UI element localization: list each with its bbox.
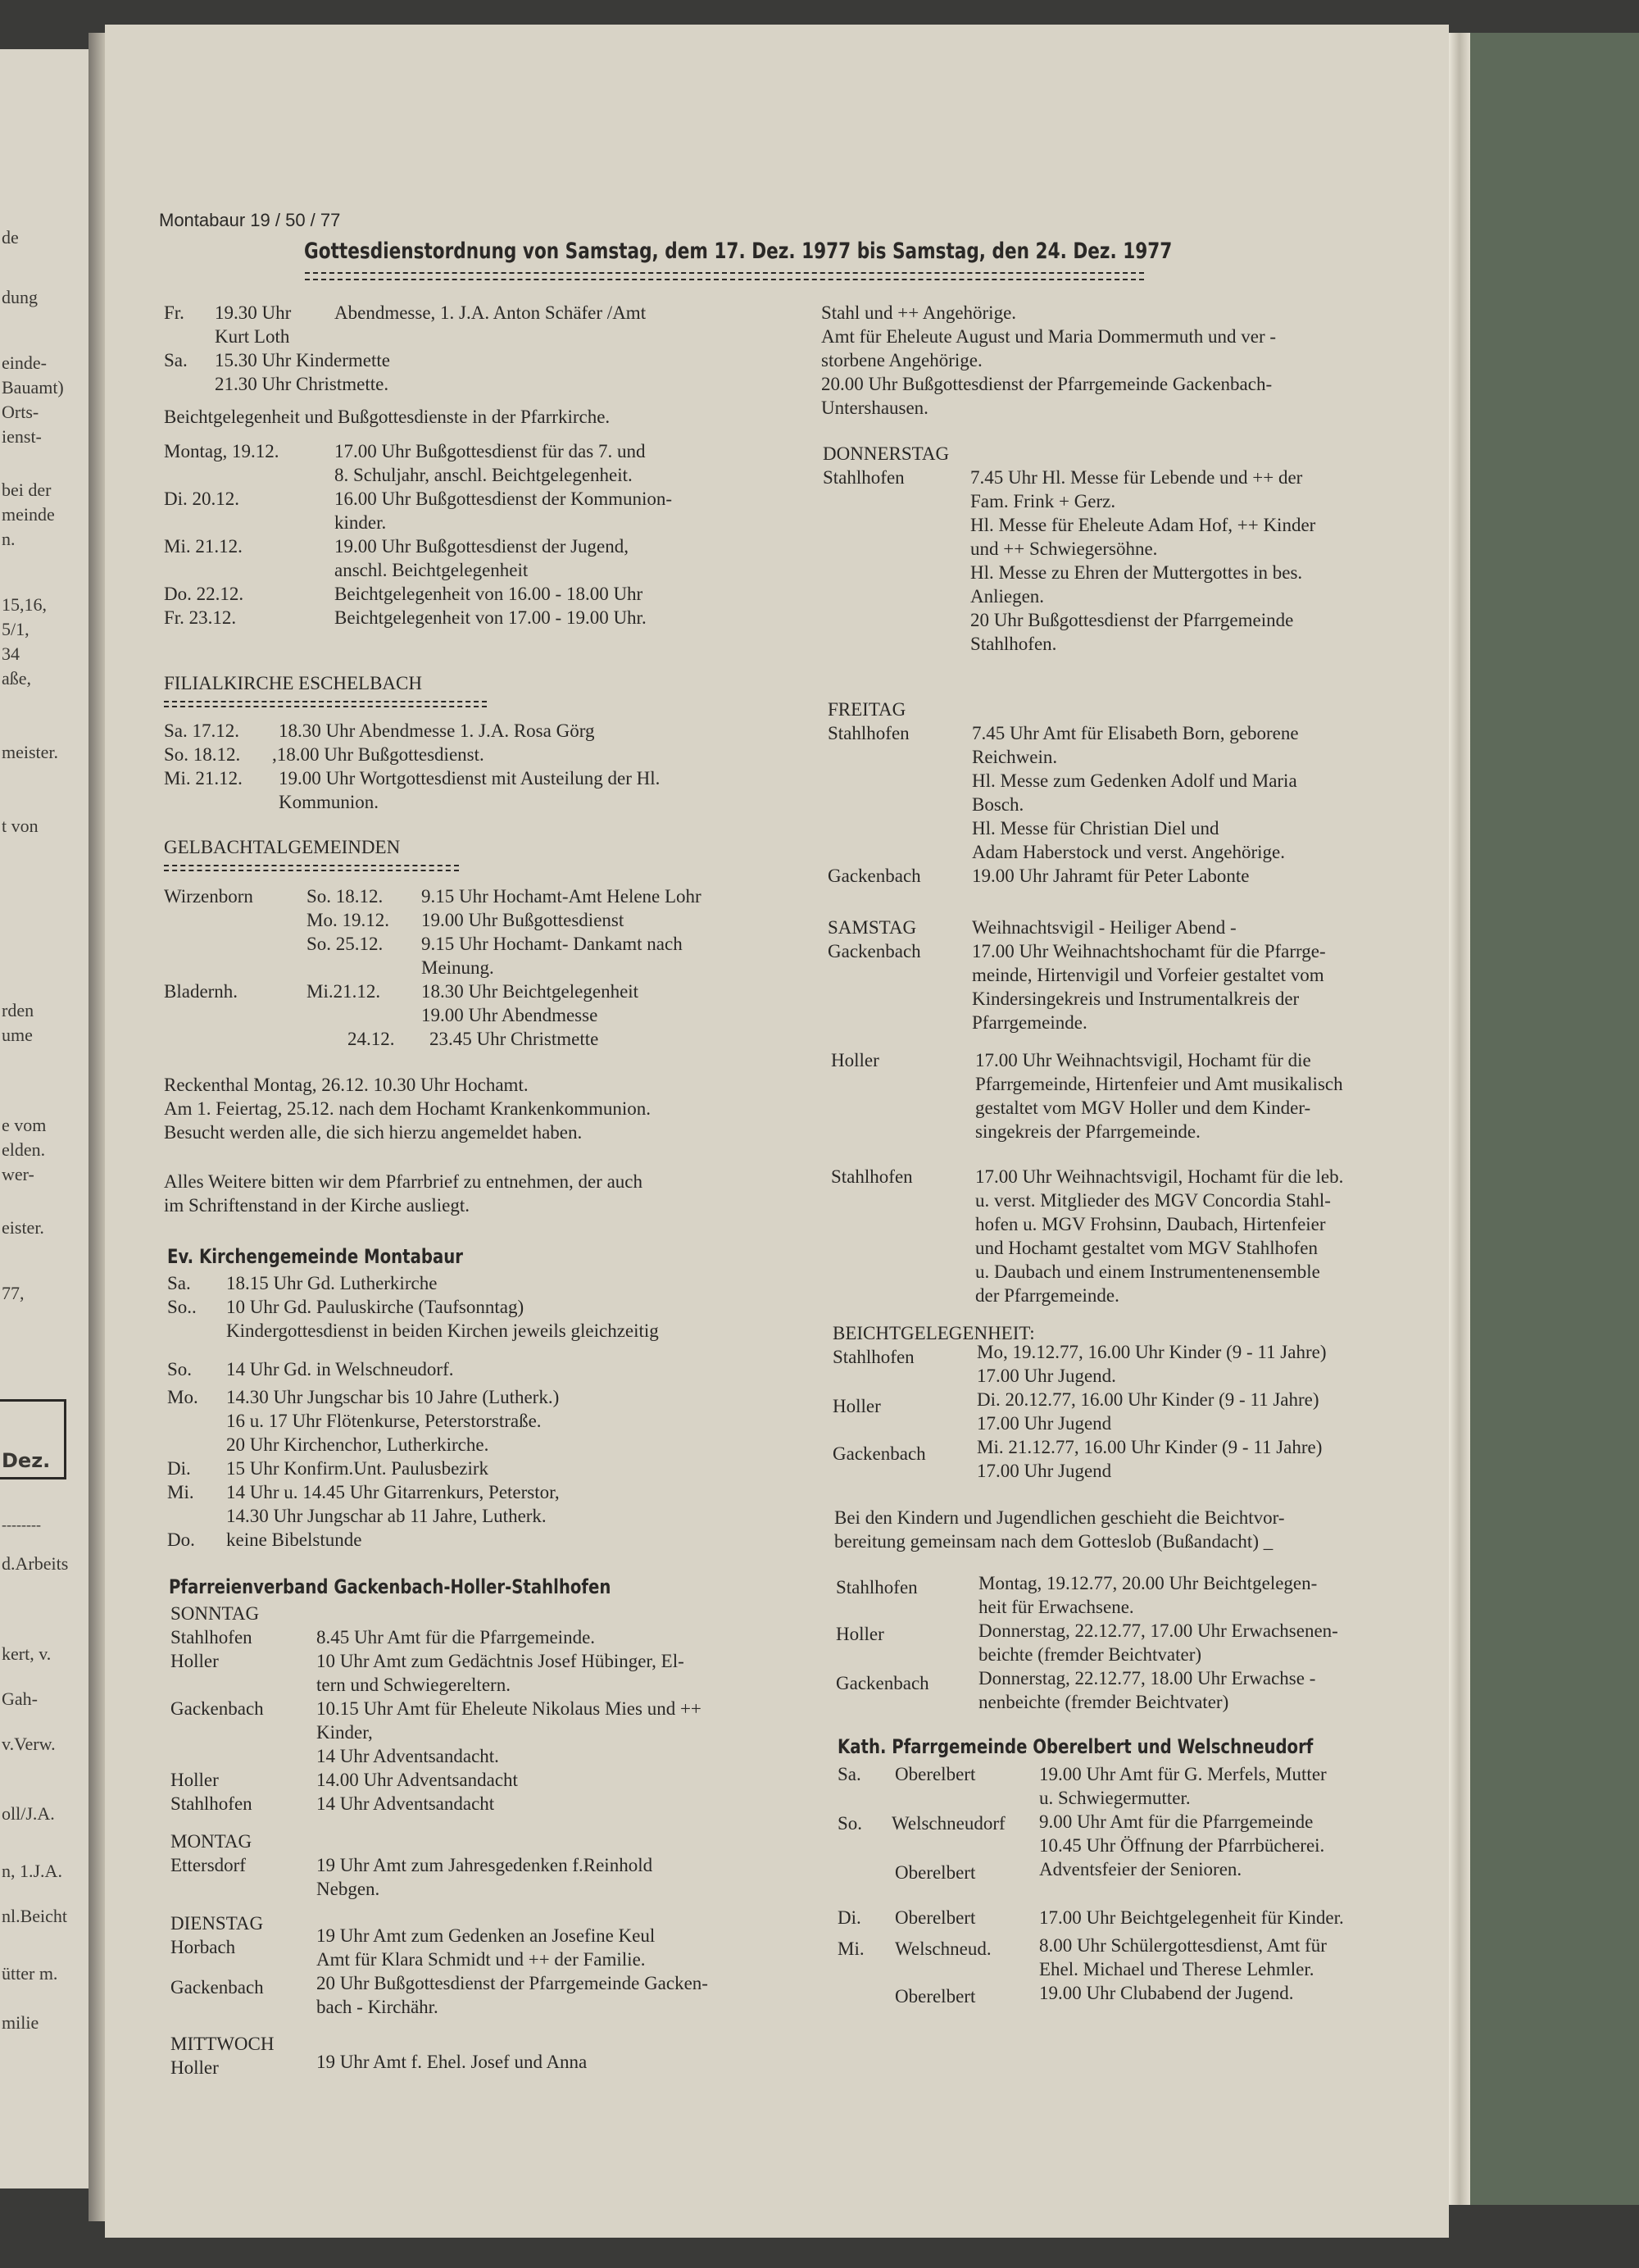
place-label: Stahlhofen (833, 1347, 915, 1367)
entry-text: bach - Kirchähr. (316, 1997, 438, 2017)
entry-text: 21.30 Uhr Christmette. (215, 374, 389, 394)
left-fragment: meinde (2, 504, 55, 525)
place-label: Oberelbert (895, 1986, 976, 2007)
day-label: Sa. (167, 1273, 191, 1293)
entry-text: 17.00 Uhr Jugend (977, 1413, 1112, 1434)
left-fragment: rden (2, 1000, 34, 1020)
place-label: Holler (833, 1396, 881, 1416)
left-fragment: Dez. (2, 1449, 51, 1472)
note-text: Bei den Kindern und Jugendlichen geschieht die Beichtvor- (834, 1507, 1285, 1528)
day-label: Mi. (838, 1938, 865, 1959)
book-gutter (89, 33, 107, 2221)
day-label: 24.12. (347, 1029, 395, 1049)
place-label: Gackenbach (170, 1698, 264, 1719)
entry-text: Kommunion. (279, 792, 379, 812)
entry-text: Stahlhofen. (970, 634, 1057, 654)
entry-text: Hl. Messe für Christian Diel und (972, 818, 1219, 839)
entry-text: 17.00 Uhr Weihnachtsvigil, Hochamt für die (975, 1050, 1311, 1070)
place-label: Holler (170, 1770, 219, 1790)
entry-text: keine Bibelstunde (226, 1529, 362, 1550)
time: 19.30 Uhr (215, 302, 292, 323)
place-label: Gackenbach (828, 941, 921, 961)
entry-text: 19.00 Uhr Bußgottesdienst (421, 910, 624, 930)
entry-text: Adam Haberstock und verst. Angehörige. (972, 842, 1285, 862)
left-fragment: milie (2, 2012, 39, 2033)
entry-text: 10.45 Uhr Öffnung der Pfarrbücherei. (1039, 1835, 1325, 1856)
place-label: Stahlhofen (831, 1166, 913, 1187)
entry-text: der Pfarrgemeinde. (975, 1285, 1119, 1306)
section-heading: FILIALKIRCHE ESCHELBACH (164, 673, 422, 693)
entry-text: ,18.00 Uhr Bußgottesdienst. (272, 744, 484, 765)
day-heading: MONTAG (170, 1831, 252, 1852)
heading-underline (164, 865, 459, 866)
entry-text: Bosch. (972, 794, 1024, 815)
left-fragment: 5/1, (2, 619, 30, 639)
place-label: Welschneudorf (892, 1813, 1006, 1834)
place-label: Holler (170, 1651, 219, 1671)
entry-text: 10 Uhr Gd. Pauluskirche (Taufsonntag) (226, 1297, 524, 1317)
heading-underline (164, 706, 487, 707)
section-heading: Pfarreienverband Gackenbach-Holler-Stahlhofen (169, 1575, 611, 1598)
entry-text: 17.00 Uhr Jugend. (977, 1366, 1116, 1386)
day-label: So. 18.12. (164, 744, 241, 765)
entry-text: Mi. 21.12.77, 16.00 Uhr Kinder (9 - 11 Jahre) (977, 1437, 1323, 1457)
entry-text: 20.00 Uhr Bußgottesdienst der Pfarrgemeinde Gackenbach- (821, 374, 1273, 394)
day-heading: SAMSTAG (828, 917, 917, 938)
left-fragment: v.Verw. (2, 1734, 56, 1754)
day-label: Mi. (167, 1482, 194, 1502)
entry-text: 7.45 Uhr Amt für Elisabeth Born, geborene (972, 723, 1299, 743)
entry-text: 9.15 Uhr Hochamt-Amt Helene Lohr (421, 886, 701, 907)
day-label: Di. (167, 1458, 191, 1479)
entry-text: 18.30 Uhr Beichtgelegenheit (421, 981, 639, 1002)
entry-text: Adventsfeier der Senioren. (1039, 1859, 1242, 1879)
entry-text: 14 Uhr Adventsandacht (316, 1793, 495, 1814)
day-label: Sa. (164, 350, 188, 370)
entry-text: anschl. Beichtgelegenheit (334, 560, 529, 580)
day-heading: FREITAG (828, 699, 906, 720)
left-fragment: e vom (2, 1115, 47, 1135)
document-page (105, 25, 1449, 2238)
entry-text: storbene Angehörige. (821, 350, 983, 370)
entry-text: und ++ Schwiegersöhne. (970, 539, 1158, 559)
day-label: So. 25.12. (306, 934, 384, 954)
entry-text: u. Schwiegermutter. (1039, 1788, 1191, 1808)
entry-text: Abendmesse, 1. J.A. Anton Schäfer /Amt (334, 302, 647, 323)
day-label: Mo. (167, 1387, 198, 1407)
entry-text: gestaltet vom MGV Holler und dem Kinder- (975, 1098, 1311, 1118)
entry-text: 10.15 Uhr Amt für Eheleute Nikolaus Mies und ++ (316, 1698, 701, 1719)
entry-text: Kindersingekreis und Instrumentalkreis der (972, 989, 1300, 1009)
day-label: Fr. (164, 302, 184, 323)
entry-text: Nebgen. (316, 1879, 380, 1899)
day-label: So. (838, 1813, 863, 1834)
left-fragment: elden. (2, 1139, 46, 1160)
left-fragment: meister. (2, 742, 59, 762)
note-text: Alles Weitere bitten wir dem Pfarrbrief zu entnehmen, der auch (164, 1171, 642, 1192)
place-label: Gackenbach (828, 866, 921, 886)
note-text: bereitung gemeinsam nach dem Gotteslob (Bußandacht) _ (834, 1531, 1274, 1552)
entry-text: 14 Uhr u. 14.45 Uhr Gitarrenkurs, Peterstor, (226, 1482, 560, 1502)
day-label: Di. (838, 1907, 861, 1928)
entry-text: 19 Uhr Amt f. Ehel. Josef und Anna (316, 2052, 588, 2072)
entry-text: 20 Uhr Bußgottesdienst der Pfarrgemeinde (970, 610, 1294, 630)
entry-text: Fam. Frink + Gerz. (970, 491, 1116, 511)
entry-text: meinde, Hirtenvigil und Vorfeier gestaltet vom (972, 965, 1324, 985)
day-heading: SONNTAG (170, 1603, 260, 1624)
left-fragment: n. (2, 529, 16, 549)
left-fragment: wer- (2, 1164, 34, 1184)
section-heading: Kath. Pfarrgemeinde Oberelbert und Welschneudorf (838, 1735, 1314, 1758)
section-intro: Beichtgelegenheit und Bußgottesdienste in der Pfarrkirche. (164, 407, 611, 427)
entry-text: 14 Uhr Gd. in Welschneudorf. (226, 1359, 454, 1379)
entry-text: Kinder, (316, 1722, 373, 1743)
place-label: Holler (836, 1624, 884, 1644)
entry-text: 9.00 Uhr Amt für die Pfarrgemeinde (1039, 1811, 1314, 1832)
day-label: Do. (167, 1529, 195, 1550)
entry-text: Amt für Klara Schmidt und ++ der Familie. (316, 1949, 646, 1970)
day-label: So. (167, 1359, 193, 1379)
entry-text: Ehel. Michael und Therese Lehmler. (1039, 1959, 1314, 1979)
left-fragment: ienst- (2, 426, 42, 447)
entry-text: Reckenthal Montag, 26.12. 10.30 Uhr Hochamt. (164, 1075, 529, 1095)
place-label: Stahlhofen (836, 1577, 918, 1598)
entry-text: 17.00 Uhr Jugend (977, 1461, 1112, 1481)
entry-text: Donnerstag, 22.12.77, 18.00 Uhr Erwachse - (978, 1668, 1316, 1689)
left-fragment: aße, (2, 668, 32, 689)
entry-text: 19.00 Uhr Wortgottesdienst mit Austeilung der Hl. (279, 768, 661, 789)
entry-text: 14.30 Uhr Jungschar bis 10 Jahre (Lutherk.) (226, 1387, 560, 1407)
day-label: Mo. 19.12. (306, 910, 389, 930)
day-label: Fr. 23.12. (164, 607, 237, 628)
entry-text: 20 Uhr Kirchenchor, Lutherkirche. (226, 1434, 489, 1455)
entry-text: Donnerstag, 22.12.77, 17.00 Uhr Erwachsenen- (978, 1620, 1338, 1641)
entry-text: Untershausen. (821, 398, 928, 418)
day-label: Do. 22.12. (164, 584, 244, 604)
left-fragment: ume (2, 1025, 33, 1045)
entry-text: heit für Erwachsene. (978, 1597, 1134, 1617)
day-heading: DONNERSTAG (823, 443, 950, 464)
entry-text: Reichwein. (972, 747, 1058, 767)
left-fragment: 34 (2, 643, 20, 664)
entry-text: Weihnachtsvigil - Heiliger Abend - (972, 917, 1237, 938)
entry-text: 16 u. 17 Uhr Flötenkurse, Peterstorstraße. (226, 1411, 542, 1431)
left-fragment: Gah- (2, 1689, 38, 1709)
entry-text: Hl. Messe zum Gedenken Adolf und Maria (972, 770, 1297, 791)
entry-text: 20 Uhr Bußgottesdienst der Pfarrgemeinde Gacken- (316, 1973, 708, 1993)
entry-text: Kurt Loth (215, 326, 290, 347)
day-heading: MITTWOCH (170, 2034, 275, 2054)
entry-text: nenbeichte (fremder Beichtvater) (978, 1692, 1229, 1712)
entry-text: u. verst. Mitglieder des MGV Concordia Stahl- (975, 1190, 1331, 1211)
entry-text: Hl. Messe für Eheleute Adam Hof, ++ Kinder (970, 515, 1316, 535)
place-label: Ettersdorf (170, 1855, 246, 1875)
place-label: Gackenbach (833, 1443, 926, 1464)
entry-text: tern und Schwiegereltern. (316, 1675, 511, 1695)
previous-page-edge (0, 49, 91, 2188)
section-heading: BEICHTGELEGENHEIT: (833, 1323, 1035, 1343)
entry-text: 18.15 Uhr Gd. Lutherkirche (226, 1273, 438, 1293)
place-label: Gackenbach (836, 1673, 929, 1693)
left-fragment: bei der (2, 480, 52, 500)
place-label: Holler (170, 2057, 219, 2078)
entry-text: Pfarrgemeinde, Hirtenfeier und Amt musikalisch (975, 1074, 1343, 1094)
day-label: Mi. 21.12. (164, 768, 243, 789)
place-label: Gackenbach (170, 1977, 264, 1998)
left-fragment: oll/J.A. (2, 1803, 55, 1824)
left-fragment: einde- (2, 352, 47, 373)
day-label: So.. (167, 1297, 197, 1317)
place-label: Stahlhofen (823, 467, 905, 488)
day-label: Mi. 21.12. (164, 536, 243, 557)
place-label: Wirzenborn (164, 886, 253, 907)
entry-text: 14.30 Uhr Jungschar ab 11 Jahre, Lutherk. (226, 1506, 547, 1526)
place-label: Stahlhofen (828, 723, 910, 743)
entry-text: 17.00 Uhr Bußgottesdienst für das 7. und (334, 441, 646, 461)
entry-text: singekreis der Pfarrgemeinde. (975, 1121, 1201, 1142)
entry-text: 23.45 Uhr Christmette (429, 1029, 599, 1049)
day-label: Mi.21.12. (306, 981, 381, 1002)
day-label: So. 18.12. (306, 886, 384, 907)
place-label: Oberelbert (895, 1907, 976, 1928)
day-label: Di. 20.12. (164, 489, 239, 509)
entry-text: Mo, 19.12.77, 16.00 Uhr Kinder (9 - 11 Jahre) (977, 1342, 1327, 1362)
left-fragment: Orts- (2, 402, 39, 422)
heading-underline (164, 701, 487, 702)
note-text: im Schriftenstand in der Kirche ausliegt. (164, 1195, 470, 1216)
entry-text: u. Daubach und einem Instrumentenensemble (975, 1261, 1320, 1282)
entry-text: 9.15 Uhr Hochamt- Dankamt nach (421, 934, 683, 954)
entry-text: 19.00 Uhr Bußgottesdienst der Jugend, (334, 536, 629, 557)
left-fragment-dashes: -------- (2, 1516, 41, 1533)
left-fragment: n, 1.J.A. (2, 1861, 62, 1881)
entry-text: Meinung. (421, 957, 494, 978)
entry-text: 18.30 Uhr Abendmesse 1. J.A. Rosa Görg (279, 720, 595, 741)
entry-text: 17.00 Uhr Weihnachtsvigil, Hochamt für die leb. (975, 1166, 1344, 1187)
entry-text: 14.00 Uhr Adventsandacht (316, 1770, 518, 1790)
entry-text: 8.00 Uhr Schülergottesdienst, Amt für (1039, 1935, 1327, 1956)
entry-text: 15.30 Uhr Kindermette (215, 350, 390, 370)
entry-text: hofen u. MGV Frohsinn, Daubach, Hirtenfeier (975, 1214, 1326, 1234)
entry-text: und Hochamt gestaltet vom MGV Stahlhofen (975, 1238, 1318, 1258)
entry-text: Besucht werden alle, die sich hierzu angemeldet haben. (164, 1122, 583, 1143)
place-label: Holler (831, 1050, 879, 1070)
entry-text: 17.00 Uhr Beichtgelegenheit für Kinder. (1039, 1907, 1344, 1928)
place-label: Oberelbert (895, 1764, 976, 1784)
left-fragment: kert, v. (2, 1643, 52, 1664)
entry-text: Stahl und ++ Angehörige. (821, 302, 1017, 323)
left-fragment: 77, (2, 1283, 25, 1303)
left-fragment: Bauamt) (2, 377, 64, 398)
entry-text: Beichtgelegenheit von 16.00 - 18.00 Uhr (334, 584, 643, 604)
entry-text: 15 Uhr Konfirm.Unt. Paulusbezirk (226, 1458, 489, 1479)
section-heading: Ev. Kirchengemeinde Montabaur (167, 1245, 463, 1268)
entry-text: kinder. (334, 512, 387, 533)
entry-text: 16.00 Uhr Bußgottesdienst der Kommunion- (334, 489, 673, 509)
entry-text: Montag, 19.12.77, 20.00 Uhr Beichtgelegen- (978, 1573, 1318, 1593)
place-label: Bladernh. (164, 981, 238, 1002)
left-fragment: eister. (2, 1217, 44, 1238)
page-title: Gottesdienstordnung von Samstag, dem 17. Dez. 1977 bis Samstag, den 24. Dez. 1977 (304, 239, 1173, 264)
entry-text: Di. 20.12.77, 16.00 Uhr Kinder (9 - 11 Jahre) (977, 1389, 1319, 1410)
entry-text: 19.00 Uhr Abendmesse (421, 1005, 598, 1025)
day-heading: DIENSTAG (170, 1913, 264, 1934)
section-heading: GELBACHTALGEMEINDEN (164, 837, 401, 857)
title-underline (305, 272, 1144, 280)
left-fragment: de (2, 227, 19, 248)
entry-text: Beichtgelegenheit von 17.00 - 19.00 Uhr. (334, 607, 647, 628)
heading-underline (164, 870, 459, 871)
entry-text: 14 Uhr Adventsandacht. (316, 1746, 499, 1766)
entry-text: 19.00 Uhr Amt für G. Merfels, Mutter (1039, 1764, 1327, 1784)
entry-text: Kindergottesdienst in beiden Kirchen jeweils gleichzeitig (226, 1320, 659, 1341)
entry-text: 19.00 Uhr Jahramt für Peter Labonte (972, 866, 1250, 886)
entry-text: 19.00 Uhr Clubabend der Jugend. (1039, 1983, 1294, 2003)
entry-text: 8. Schuljahr, anschl. Beichtgelegenheit. (334, 465, 633, 485)
entry-text: 7.45 Uhr Hl. Messe für Lebende und ++ der (970, 467, 1303, 488)
entry-text: Pfarrgemeinde. (972, 1012, 1087, 1033)
left-fragment: dung (2, 287, 38, 307)
place-label: Stahlhofen (170, 1627, 252, 1648)
day-label: Sa. 17.12. (164, 720, 239, 741)
left-fragment: t von (2, 816, 39, 836)
day-label: Montag, 19.12. (164, 441, 279, 461)
entry-text: Am 1. Feiertag, 25.12. nach dem Hochamt Krankenkommunion. (164, 1098, 652, 1119)
entry-text: Anliegen. (970, 586, 1045, 607)
entry-text: beichte (fremder Beichtvater) (978, 1644, 1202, 1665)
entry-text: 17.00 Uhr Weihnachtshochamt für die Pfarrge- (972, 941, 1326, 961)
place-label: Horbach (170, 1937, 236, 1957)
entry-text: Amt für Eheleute August und Maria Dommermuth und ver - (821, 326, 1277, 347)
entry-text: 19 Uhr Amt zum Jahresgedenken f.Reinhold (316, 1855, 653, 1875)
left-fragment: d.Arbeits (2, 1553, 69, 1574)
entry-text: 8.45 Uhr Amt für die Pfarrgemeinde. (316, 1627, 596, 1648)
entry-text: Hl. Messe zu Ehren der Muttergottes in bes. (970, 562, 1303, 583)
place-label: Welschneud. (895, 1938, 992, 1959)
left-fragment: nl.Beicht (2, 1906, 68, 1926)
place-label: Oberelbert (895, 1862, 976, 1883)
entry-text: 19 Uhr Amt zum Gedenken an Josefine Keul (316, 1925, 656, 1946)
entry-text: 10 Uhr Amt zum Gedächtnis Josef Hübinger, El- (316, 1651, 684, 1671)
left-fragment: ütter m. (2, 1963, 58, 1984)
book-cover-edge (1449, 33, 1639, 2205)
day-label: Sa. (838, 1764, 861, 1784)
place-label: Stahlhofen (170, 1793, 252, 1814)
left-fragment: 15,16, (2, 594, 47, 615)
issue-reference: Montabaur 19 / 50 / 77 (159, 210, 341, 230)
